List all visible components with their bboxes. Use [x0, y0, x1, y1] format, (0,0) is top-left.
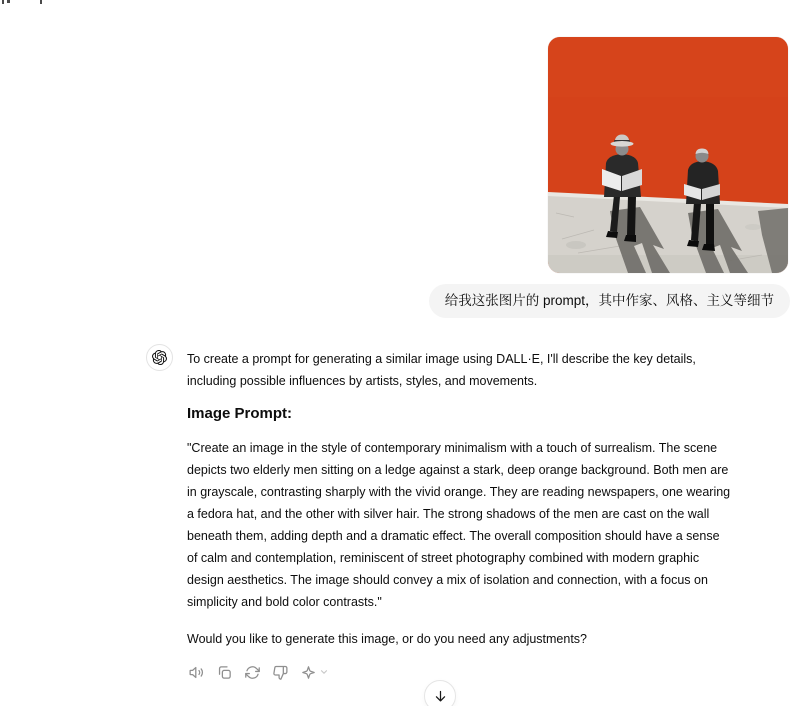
user-message-text: 给我这张图片的 prompt，其中作家、风格、主义等细节	[444, 293, 774, 308]
uploaded-image-thumbnail[interactable]	[548, 37, 788, 273]
assistant-message	[146, 344, 787, 682]
prompt-line: depicts two elderly men sitting on a ledge against a stark, deep orange background. Both men are	[187, 463, 729, 477]
clipped-text-fragment	[7, 0, 10, 3]
message-action-bar	[187, 662, 787, 682]
prompt-line: in grayscale, contrasting sharply with the vivid orange. They are reading newspapers, one wearing	[187, 485, 731, 499]
openai-logo-icon	[152, 350, 167, 365]
photo-two-men-on-ledge	[548, 37, 788, 273]
copy-button[interactable]	[215, 663, 234, 682]
read-aloud-button[interactable]	[187, 663, 206, 682]
user-message-bubble	[429, 284, 790, 318]
image-prompt-heading: Image Prompt:	[187, 405, 293, 422]
prompt-line: of calm and contemplation, reminiscent of street photography combined with modern graphic	[187, 551, 700, 565]
thumbs-down-button[interactable]	[271, 663, 290, 682]
arrow-down-icon	[433, 689, 448, 704]
closing-question: Would you like to generate this image, or do you need any adjustments?	[187, 632, 588, 646]
intro-line: including possible influences by artists, styles, and movements.	[187, 374, 538, 388]
regenerate-button[interactable]	[243, 663, 262, 682]
clipped-text-fragment	[2, 0, 4, 4]
prompt-line: a fedora hat, and the other with silver hair. The strong shadows of the men are cast on the wall	[187, 507, 710, 521]
assistant-message-content	[187, 344, 787, 682]
scroll-to-bottom-button[interactable]	[424, 680, 456, 706]
model-switch-button[interactable]	[299, 663, 330, 682]
copy-icon	[216, 664, 233, 681]
assistant-avatar	[146, 344, 173, 371]
prompt-line: simplicity and bold color contrasts."	[187, 595, 382, 609]
intro-paragraph	[187, 348, 787, 392]
chevron-down-icon	[319, 667, 329, 677]
speaker-icon	[188, 664, 205, 681]
regenerate-icon	[244, 664, 261, 681]
intro-line: To create a prompt for generating a similar image using DALL·E, I'll describe the key details,	[187, 352, 696, 366]
clipped-text-fragment	[40, 0, 42, 4]
prompt-line: design aesthetics. The image should convey a mix of isolation and connection, with a focus on	[187, 573, 708, 587]
prompt-paragraph	[187, 437, 787, 613]
sparkle-icon	[300, 664, 317, 681]
thumbs-down-icon	[272, 664, 289, 681]
prompt-line: "Create an image in the style of contemporary minimalism with a touch of surrealism. The scene	[187, 441, 718, 455]
prompt-line: beneath them, adding depth and a dramatic effect. The overall composition should have a sense	[187, 529, 720, 543]
